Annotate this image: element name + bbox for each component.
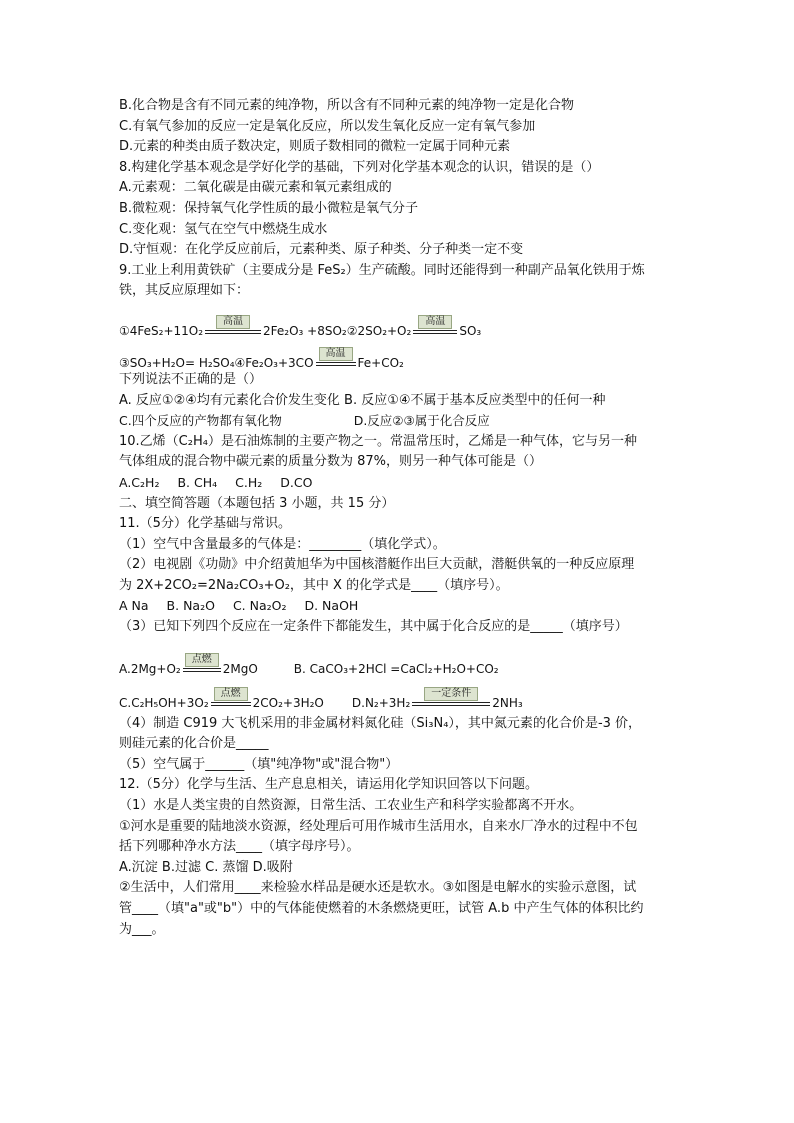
reaction-equations-row-2 <box>119 342 689 370</box>
reaction-2-condition-label: 高温 <box>418 315 452 329</box>
question-8-option-d: D.守恒观：在化学反应前后，元素种类、原子种类、分子种类一定不变 <box>119 242 524 258</box>
question-11-part-2-options <box>119 596 689 617</box>
reaction-options-row-ab <box>119 648 689 676</box>
reaction-3-left: ③SO₃+H₂O= H₂SO₄④Fe₂O₃+3CO <box>119 355 314 370</box>
question-11-part-4-b: 则硅元素的化合价是_____ <box>119 736 269 752</box>
reaction-option-d-condition <box>412 687 490 706</box>
question-10-stem-2: 气体组成的混合物中碳元素的质量分数为 87%，则另一种气体可能是（） <box>119 454 543 470</box>
question-10-option-b: B. CH₄ <box>177 474 218 490</box>
question-9-option-d: D.反应②③属于化合反应 <box>353 413 490 429</box>
question-9-stem-2: 铁，其反应原理如下： <box>119 283 250 299</box>
reaction-4-right: Fe+CO₂ <box>357 355 404 370</box>
question-9-ask: 下列说法不正确的是（） <box>119 371 263 387</box>
question-8-option-b: B.微粒观：保持氧气化学性质的最小微粒是氧气分子 <box>119 200 419 216</box>
question-10-option-a: A.C₂H₂ <box>119 474 160 490</box>
question-11-option-c: C. Na₂O₂ <box>232 598 287 614</box>
reaction-option-a-condition-label: 点燃 <box>185 653 219 667</box>
question-8-stem: 8.构建化学基本观念是学好化学的基础，下列对化学基本观念的认识，错误的是（） <box>119 159 600 175</box>
question-12-part-2-c: 为___。 <box>119 921 165 937</box>
reaction-option-a-right: 2MgO <box>222 661 258 676</box>
reaction-option-d-left: D.N₂+3H₂ <box>351 695 411 710</box>
question-8-option-c: C.变化观：氢气在空气中燃烧生成水 <box>119 221 328 237</box>
question-9-stem-1: 9.工业上利用黄铁矿（主要成分是 FeS₂）生产硫酸。同时还能得到一种副产品氧化铁用于炼 <box>119 262 645 278</box>
reaction-equations-row-1 <box>119 310 689 338</box>
question-9-options-cd <box>119 411 689 432</box>
reaction-option-c-condition-label: 点燃 <box>214 687 248 701</box>
reaction-option-d-right: 2NH₃ <box>492 695 523 710</box>
reaction-option-c-condition <box>211 687 251 706</box>
question-11-part-5: （5）空气属于______（填"纯净物"或"混合物"） <box>119 756 399 772</box>
question-11-part-3: （3）已知下列四个反应在一定条件下都能发生，其中属于化合反应的是_____（填序号） <box>119 619 628 635</box>
question-12-part-1: （1）水是人类宝贵的自然资源，日常生活、工农业生产和科学实验都离不开水。 <box>119 798 583 814</box>
question-12-part-1-options: A.沉淀 B.过滤 C. 蒸馏 D.吸附 <box>119 859 293 875</box>
exam-page <box>119 96 689 940</box>
question-10-options <box>119 473 689 494</box>
reaction-option-a-arrow <box>183 668 221 672</box>
question-10-option-d: D.CO <box>280 474 313 490</box>
question-8-option-a: A.元素观：二氧化碳是由碳元素和氧元素组成的 <box>119 180 392 196</box>
reaction-1-right: 2Fe₂O₃ +8SO₂②2SO₂+O₂ <box>263 323 412 338</box>
reaction-option-a-condition <box>183 653 221 672</box>
reaction-4-condition-label: 高温 <box>319 347 353 361</box>
reaction-2-right: SO₃ <box>459 323 482 338</box>
reaction-1-condition <box>205 315 261 334</box>
question-11-stem: 11.（5分）化学基础与常识。 <box>119 516 291 532</box>
reaction-2-condition <box>413 315 457 334</box>
reaction-2-arrow <box>413 330 457 334</box>
reaction-option-a-left: A.2Mg+O₂ <box>119 661 181 676</box>
option-d-statement: D.元素的种类由质子数决定，则质子数相同的微粒一定属于同种元素 <box>119 139 511 155</box>
reaction-1-arrow <box>205 330 261 334</box>
reaction-4-arrow <box>316 362 356 366</box>
question-10-option-c: C.H₂ <box>235 474 263 490</box>
question-12-stem: 12.（5分）化学与生活、生产息息相关，请运用化学知识回答以下问题。 <box>119 777 538 793</box>
reaction-option-b: B. CaCO₃+2HCl =CaCl₂+H₂O+CO₂ <box>293 661 499 676</box>
question-9-option-c: C.四个反应的产物都有氧化物 <box>119 413 282 429</box>
question-12-part-2-a: ②生活中，人们常用____来检验水样品是硬水还是软水。③如图是电解水的实验示意图，试 <box>119 880 637 896</box>
question-11-option-b: B. Na₂O <box>166 598 215 614</box>
reaction-1-condition-label: 高温 <box>216 315 250 329</box>
reaction-option-c-right: 2CO₂+3H₂O <box>252 695 324 710</box>
option-c-statement: C.有氧气参加的反应一定是氧化反应，所以发生氧化反应一定有氧气参加 <box>119 118 536 134</box>
section-2-heading: 二、填空简答题（本题包括 3 小题，共 15 分） <box>119 495 395 511</box>
question-12-part-2-b: 管____（填"a"或"b"）中的气体能使燃着的木条燃烧更旺，试管 A.b 中产生气体的体积比约 <box>119 901 644 916</box>
reaction-4-condition <box>316 347 356 366</box>
question-10-stem-1: 10.乙烯（C₂H₄）是石油炼制的主要产物之一。常温常压时，乙烯是一种气体，它与另一种 <box>119 433 637 449</box>
question-11-part-1: （1）空气中含量最多的气体是：________（填化学式）。 <box>119 536 446 552</box>
question-11-option-d: D. NaOH <box>304 598 359 614</box>
question-11-part-2-b: 为 2X+2CO₂=2Na₂CO₃+O₂，其中 X 的化学式是____（填序号）。 <box>119 577 509 593</box>
question-12-part-1-b: 括下列哪种净水方法____（填字母序号）。 <box>119 839 360 855</box>
reaction-option-d-condition-label: 一定条件 <box>424 687 478 701</box>
question-11-part-4-a: （4）制造 C919 大飞机采用的非金属材料氮化硅（Si₃N₄），其中氮元素的化合价是-3 价， <box>119 715 642 731</box>
question-12-part-1-a: ①河水是重要的陆地淡水资源，经处理后可用作城市生活用水，自来水厂净水的过程中不包 <box>119 818 638 834</box>
reaction-1-left: ①4FeS₂+11O₂ <box>119 323 204 338</box>
question-11-option-a: A Na <box>119 598 149 614</box>
question-11-part-2-a: （2）电视剧《功勋》中介绍黄旭华为中国核潜艇作出巨大贡献，潜艇供氧的一种反应原理 <box>119 557 635 573</box>
reaction-option-c-left: C.C₂H₅OH+3O₂ <box>119 695 209 710</box>
reaction-option-d-arrow <box>412 702 490 706</box>
question-9-options-ab: A. 反应①②④均有元素化合价发生变化 B. 反应①④不属于基本反应类型中的任何一种 <box>119 392 606 408</box>
reaction-options-row-cd <box>119 682 689 710</box>
option-b-statement: B.化合物是含有不同元素的纯净物，所以含有不同种元素的纯净物一定是化合物 <box>119 98 575 113</box>
reaction-option-c-arrow <box>211 702 251 706</box>
